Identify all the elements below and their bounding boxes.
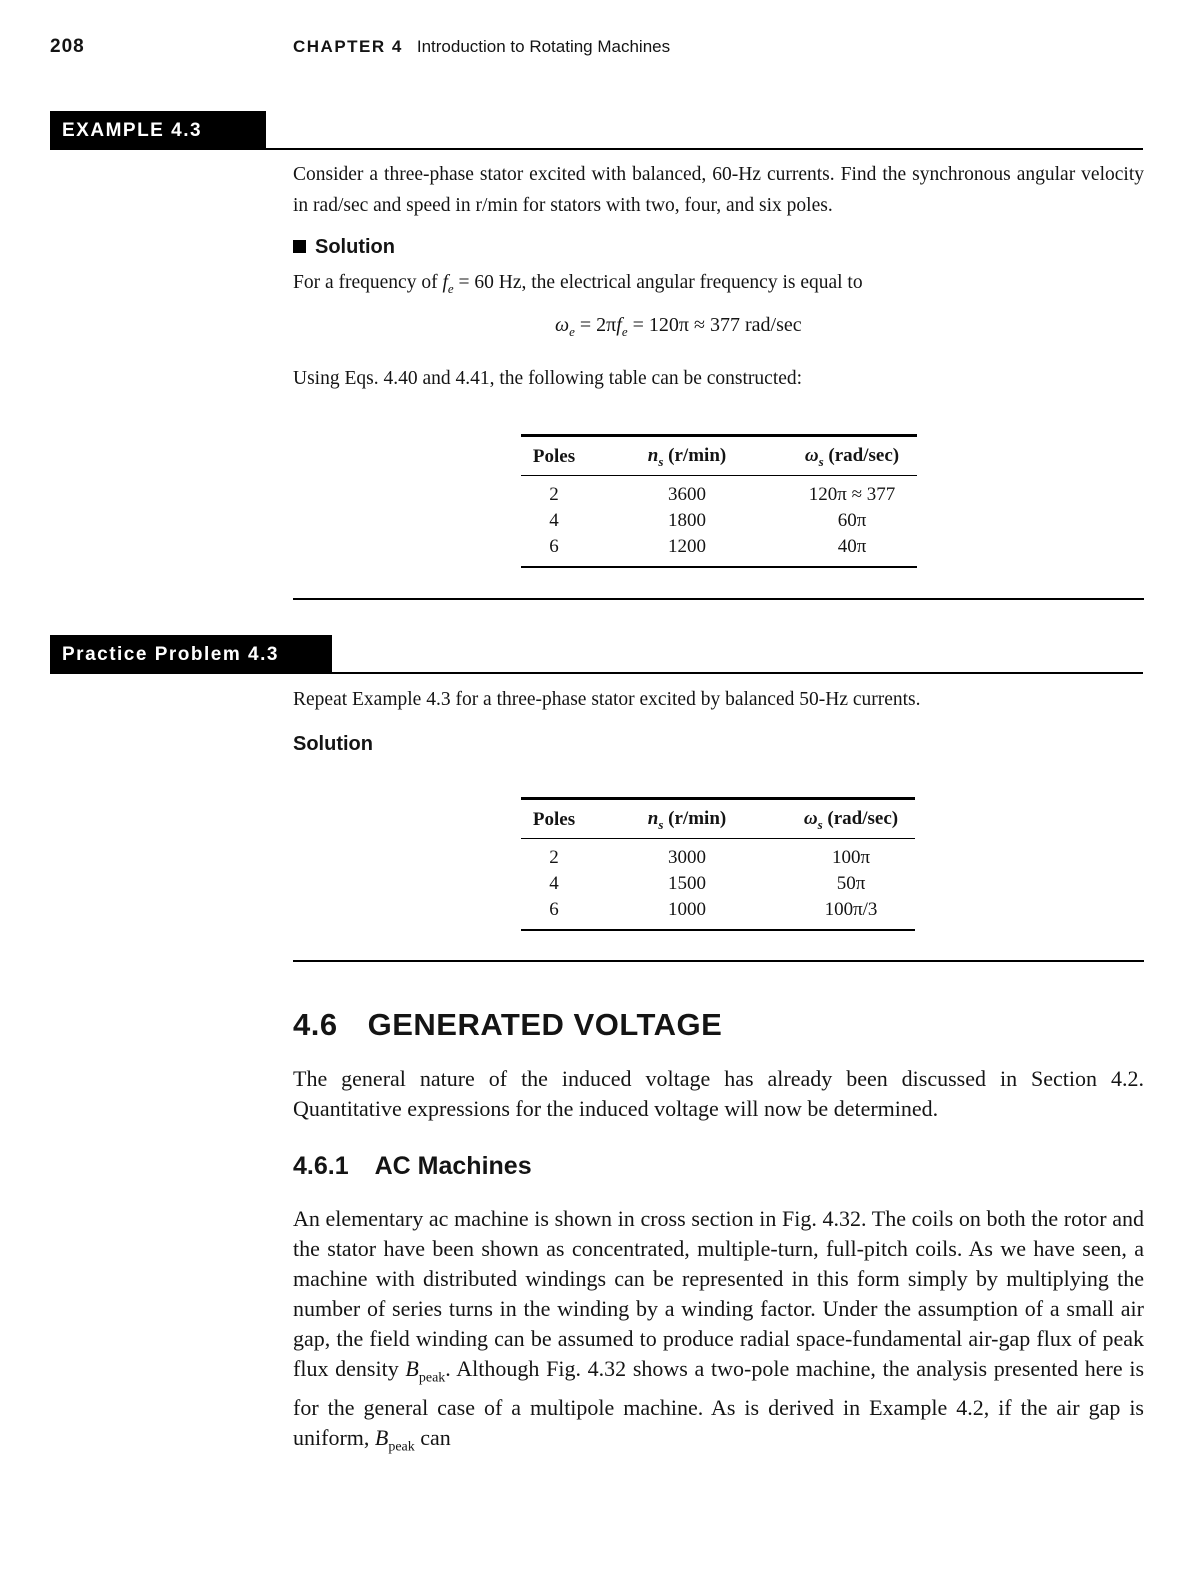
example-solution-heading: Solution [293, 236, 395, 259]
table-row: 4 1500 50π [549, 872, 866, 894]
practice-table [521, 797, 915, 931]
example-end-rule [293, 598, 1144, 600]
practice-solution-heading: Solution [293, 733, 373, 755]
example-table-intro: Using Eqs. 4.40 and 4.41, the following table can be constructed: [293, 368, 803, 389]
example-rule [266, 148, 1143, 150]
subsection-heading: 4.6.1 AC Machines [293, 1152, 532, 1180]
table-row: 6 1200 40π [521, 534, 917, 567]
practice-rule [332, 672, 1143, 674]
example-table [521, 434, 917, 568]
subsection-body: An elementary ac machine is shown in cross section in Fig. 4.32. The coils on both the rotor and the stator have been shown as concentrated, multiple-turn, full-pitch coils. As we have seen, a machine with distributed windings can be represented in this form simply by multiplying the number of series turns in the winding by a winding factor. Under the assumption of a small air gap, the field winding can be assumed to produce radial space-fundamental air-gap flux of peak flux density $B_{peak}$. Although Fig. 4.32 shows a two-pole machine, the analysis presented here is for the general case of a multipole machine. As is derived in Example 4.2, if the air gap is uniform, $B_{peak}$ can [293, 1206, 1145, 1455]
square-bullet-icon [293, 240, 306, 253]
example-solution-intro: For a frequency of $f_e = 60$ Hz, the electrical angular frequency is equal to [293, 272, 863, 296]
table-row: 2 3000 100π [549, 846, 871, 868]
table-row: 2 3600 120π ≈ 377 [549, 483, 896, 505]
practice-label: Practice Problem 4.3 [50, 635, 332, 674]
table-header-angular-velocity: $\omega_s$ (rad/sec) [803, 808, 899, 832]
example-equation: $\omega_e = 2\pi f_e = 120\pi \approx 377$ rad/sec [555, 314, 802, 339]
table-header-speed: $n_s$ (r/min) [647, 445, 727, 469]
example-problem: Consider a three-phase stator excited with balanced, 60-Hz currents. Find the synchronous angular velocity in rad/sec and speed in r/min for stators with two, four, and six poles. [293, 164, 1144, 216]
practice-problem: Repeat Example 4.3 for a three-phase stator excited by balanced 50-Hz currents. [293, 689, 921, 710]
table-row: 4 1800 60π [549, 509, 867, 531]
table-row: 6 1000 100π/3 [521, 897, 915, 930]
table-header-poles: Poles [532, 446, 576, 468]
section-heading: 4.6 GENERATED VOLTAGE [293, 1007, 723, 1042]
chapter-label: CHAPTER 4 [293, 37, 403, 56]
page-number: 208 [50, 36, 85, 57]
table-header-angular-velocity: $\omega_s$ (rad/sec) [804, 445, 900, 469]
table-header-poles: Poles [532, 809, 576, 831]
running-head [293, 37, 670, 57]
section-intro: The general nature of the induced voltage has already been discussed in Section 4.2. Quantitative expressions for the induced voltage will now be determined. [293, 1066, 1144, 1121]
example-label: EXAMPLE 4.3 [50, 111, 266, 150]
practice-end-rule [293, 960, 1144, 962]
table-header-speed: $n_s$ (r/min) [647, 808, 727, 832]
chapter-title: Introduction to Rotating Machines [416, 37, 671, 56]
